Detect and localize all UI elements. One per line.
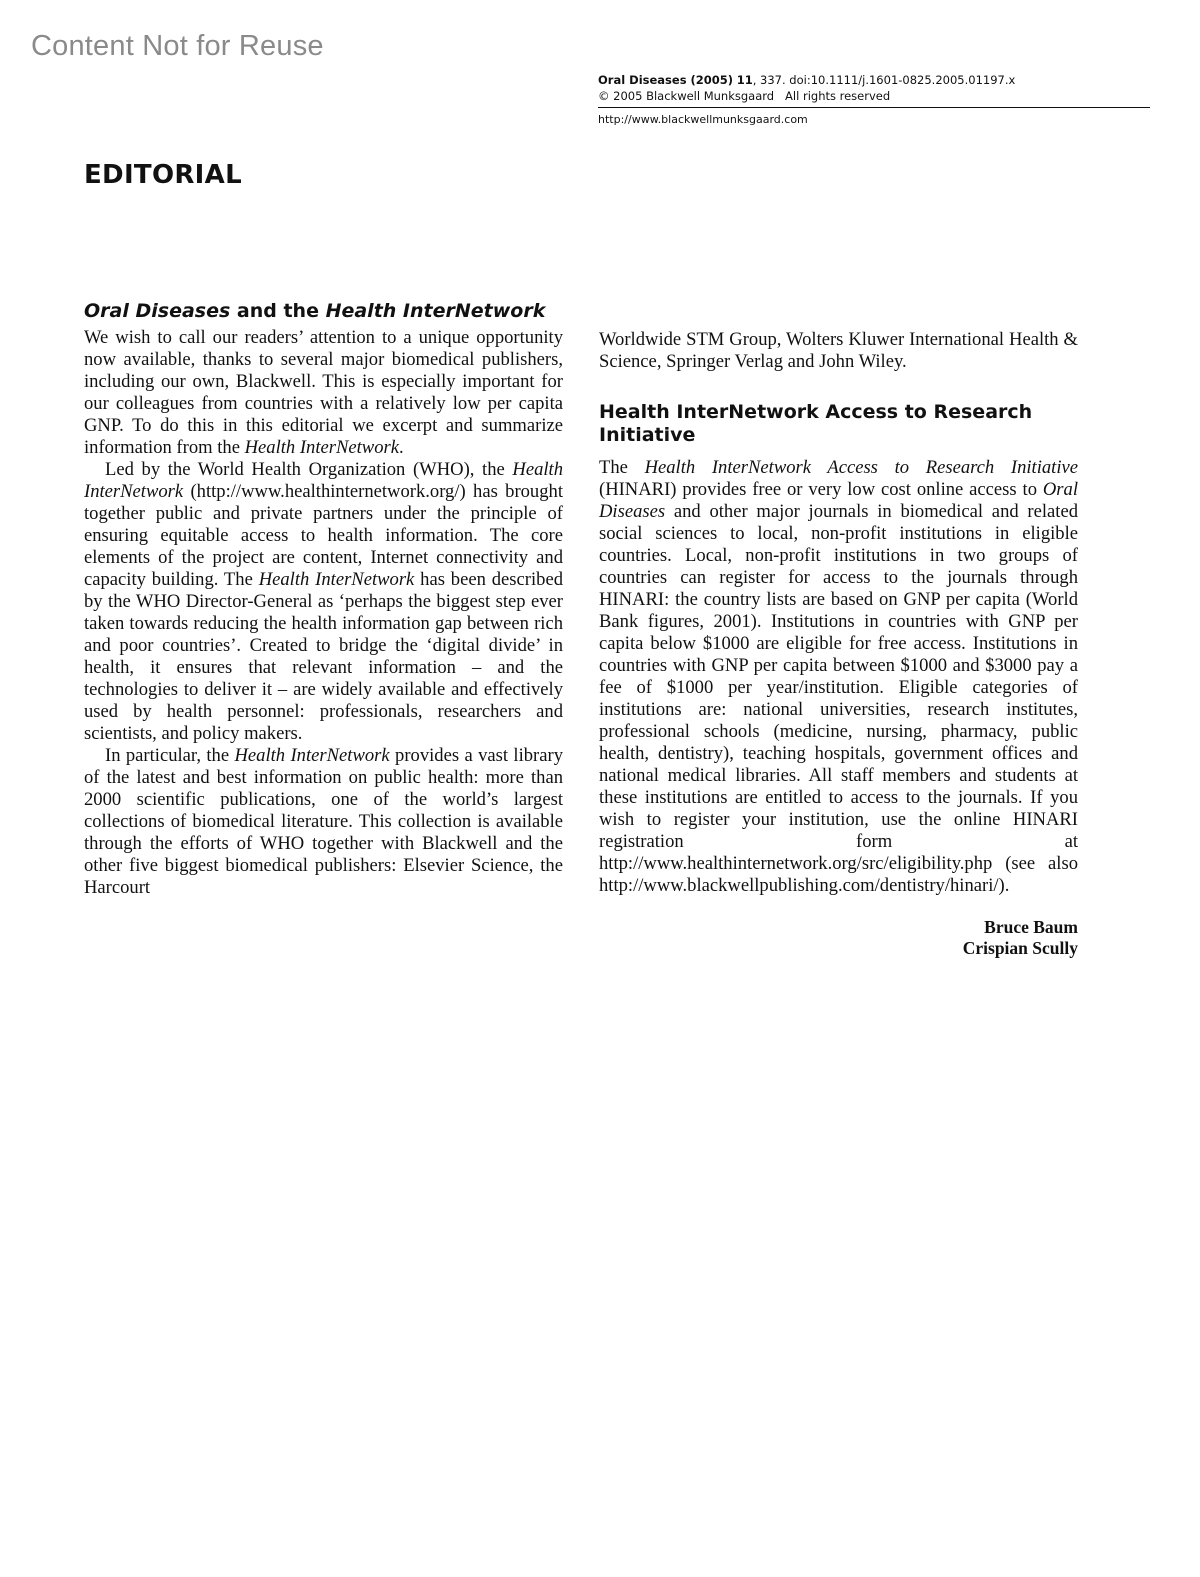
paragraph-4-text-c: and other major journals in biomedical and related social sciences to local, non-profit institutions in eligible countries. Local, non-profit institutions in two groups of countries can register for access to the journals through HINARI: the country lists are based on GNP per capita (World Bank figures, 2001). Institutions in countries with GNP per capita below $1000 are eligible for free access. Institutions in countries with GNP per capita between $1000 and $3000 pay a fee of $1000 per year/institution. Eligible categories of institutions are: national universities, research institutes, professional schools (medicine, nursing, pharmacy, public health, dentistry), teaching hospitals, government offices and national medical libraries. All staff members and students at these institutions are entitled to access to the journals. If you wish to register your institution, use the online HINARI registration form at http://www.healthinternetwork.org/src/eligibility.php (see also http://www.blackwellpublishing.com/dentistry/hinari/).: [599, 501, 1078, 896]
paragraph-4-text-a: The: [599, 457, 645, 478]
paragraph-3: [84, 745, 563, 899]
paragraph-3-text-a: In particular, the: [105, 745, 235, 766]
author-name: Crispian Scully: [962, 938, 1078, 958]
paragraph-2: [84, 459, 563, 745]
paragraph-2-text-c: has been described by the WHO Director-General as ‘perhaps the biggest step ever taken towards reducing the health information gap between rich and poor countries’. Created to bridge the ‘digital divide’ in health, it ensures that relevant information – and the technologies to deliver it – are widely available and effectively used by health personnel: professionals, researchers and scientists, and policy makers.: [84, 569, 563, 744]
left-column: [84, 300, 563, 899]
journal-masthead: [598, 72, 1150, 128]
paragraph-3-emphasis: Health InterNetwork: [234, 745, 390, 766]
section-heading-hinari: Health InterNetwork Access to Research Initiative: [599, 401, 1033, 446]
heading-network-title: Health InterNetwork: [325, 300, 546, 322]
section-label: EDITORIAL: [84, 160, 242, 190]
right-column: [599, 329, 1078, 959]
citation-line: [598, 72, 1150, 88]
paragraph-1: [84, 327, 563, 459]
paragraph-4-emphasis-b: Oral Diseases: [599, 479, 1078, 522]
paragraph-3-text-b: provides a vast library of the latest and best information on public health: more than 2000 scientific publications, one of the world’s largest collections of biomedical literature. This collection is available through the efforts of WHO together with Blackwell and the other five biggest biomedical publishers: Elsevier Science, the Harcourt: [84, 745, 563, 898]
article-heading: [84, 300, 563, 323]
copyright-line: © 2005 Blackwell Munksgaard All rights reserved: [598, 89, 891, 103]
journal-volume: 11: [736, 73, 753, 87]
heading-journal-title: Oral Diseases: [84, 300, 231, 322]
paragraph-4-emphasis-a: Health InterNetwork Access to Research Initiative: [644, 457, 1078, 478]
heading-connector: and the: [230, 300, 326, 322]
paragraph-2-text-b: (http://www.healthinternetwork.org/) has brought together public and private partners under the principle of ensuring equitable access to health information. The core elements of the project are content, Internet connectivity and capacity building. The: [84, 481, 563, 590]
paragraph-1-end: .: [399, 437, 404, 458]
masthead-rule: [598, 107, 1150, 108]
author-name: Bruce Baum: [984, 917, 1078, 937]
paragraph-4: [599, 457, 1078, 897]
paragraph-4-text-b: (HINARI) provides free or very low cost online access to: [599, 479, 1043, 500]
watermark-text: Content Not for Reuse: [31, 30, 324, 62]
author-signature: [599, 917, 1078, 959]
paragraph-1-emphasis: Health InterNetwork: [244, 437, 399, 458]
paragraph-3-continued: Worldwide STM Group, Wolters Kluwer International Health & Science, Springer Verlag and John Wiley.: [599, 329, 1078, 372]
paragraph-2-text-a: Led by the World Health Organization (WHO), the: [105, 459, 513, 480]
paragraph-1-text: We wish to call our readers’ attention to a unique opportunity now available, thanks to several major biomedical publishers, including our own, Blackwell. This is especially important for our colleagues from countries with a relatively low per capita GNP. To do this in this editorial we excerpt and summarize information from the: [84, 327, 563, 458]
paragraph-2-emphasis-a: Health InterNetwork: [84, 459, 563, 502]
publisher-url[interactable]: http://www.blackwellmunksgaard.com: [598, 113, 808, 126]
paragraph-2-emphasis-b: Health InterNetwork: [258, 569, 415, 590]
citation-doi: , 337. doi:10.1111/j.1601-0825.2005.01197.x: [752, 73, 1016, 87]
journal-name: Oral Diseases (2005): [598, 73, 734, 87]
